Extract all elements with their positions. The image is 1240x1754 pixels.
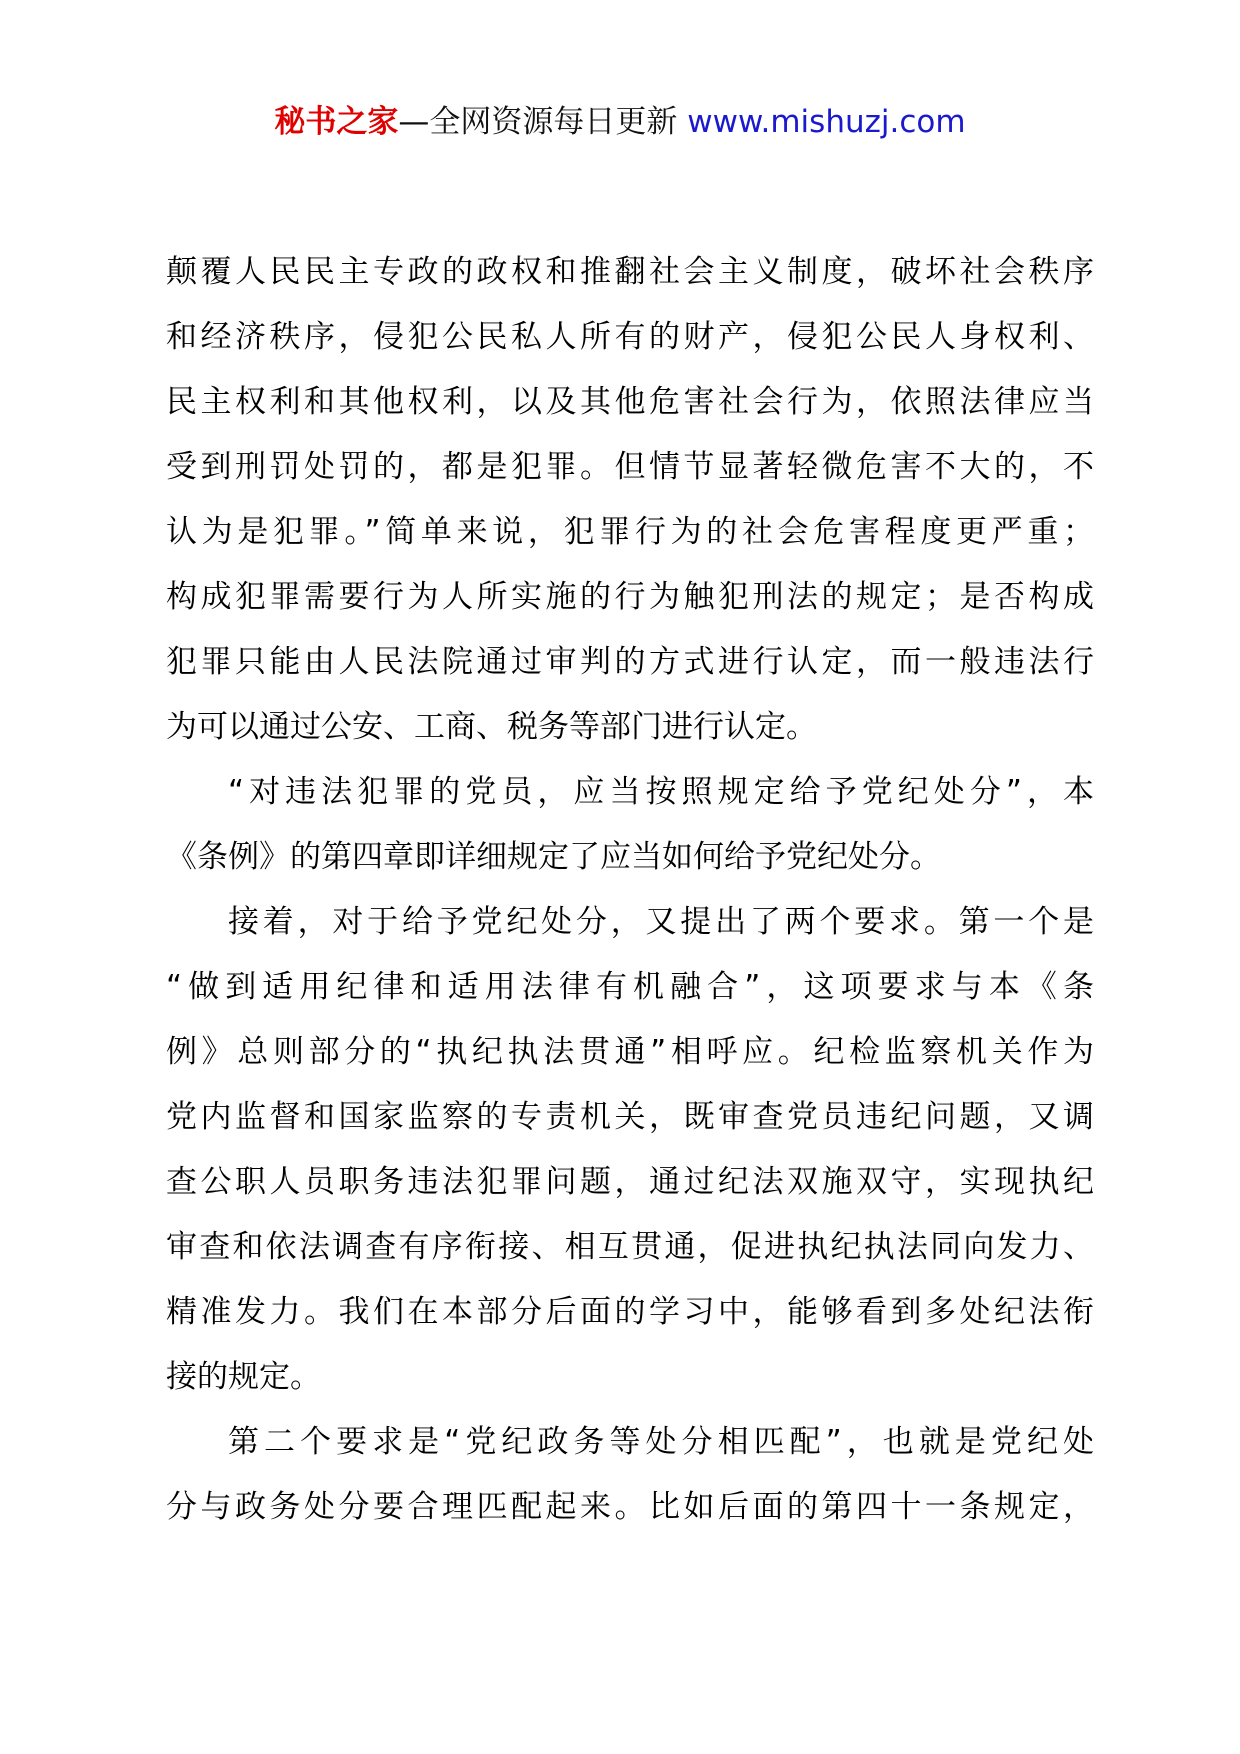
text-line: 接的规定。 bbox=[166, 1359, 321, 1395]
text-line: 精准发力。我们在本部分后面的学习中，能够看到多处纪法衔 bbox=[166, 1294, 1094, 1330]
text-line: 犯罪只能由人民法院通过审判的方式进行认定，而一般违法行 bbox=[166, 644, 1094, 680]
text-line: 第二个要求是“党纪政务等处分相匹配”，也就是党纪处 bbox=[228, 1424, 1094, 1460]
text-line: 为可以通过公安、工商、税务等部门进行认定。 bbox=[166, 709, 817, 745]
website-link[interactable]: www.mishuzj.com bbox=[687, 104, 966, 140]
text-line: 接着，对于给予党纪处分，又提出了两个要求。第一个是 bbox=[228, 904, 1094, 940]
text-line: 《条例》的第四章即详细规定了应当如何给予党纪处分。 bbox=[166, 839, 941, 875]
page-header bbox=[0, 100, 1240, 144]
text-line: “做到适用纪律和适用法律有机融合”，这项要求与本《条 bbox=[166, 969, 1094, 1005]
paragraph-2 bbox=[166, 760, 1094, 890]
paragraph-4 bbox=[166, 1410, 1094, 1540]
text-line: 颠覆人民民主专政的政权和推翻社会主义制度，破坏社会秩序 bbox=[166, 254, 1094, 290]
text-line: 党内监督和国家监察的专责机关，既审查党员违纪问题，又调 bbox=[166, 1099, 1094, 1135]
brand-name: 秘书之家 bbox=[274, 104, 399, 140]
text-line: 受到刑罚处罚的，都是犯罪。但情节显著轻微危害不大的，不 bbox=[166, 449, 1094, 485]
text-line: 构成犯罪需要行为人所实施的行为触犯刑法的规定；是否构成 bbox=[166, 579, 1094, 615]
text-line: 例》总则部分的“执纪执法贯通”相呼应。纪检监察机关作为 bbox=[166, 1034, 1094, 1070]
text-line: 民主权利和其他权利，以及其他危害社会行为，依照法律应当 bbox=[166, 384, 1094, 420]
text-line: 认为是犯罪。”简单来说，犯罪行为的社会危害程度更严重； bbox=[166, 514, 1094, 550]
text-line: “对违法犯罪的党员，应当按照规定给予党纪处分”，本 bbox=[228, 774, 1094, 810]
header-tagline: —全网资源每日更新 bbox=[398, 104, 678, 140]
paragraph-1 bbox=[166, 240, 1094, 760]
paragraph-3 bbox=[166, 890, 1094, 1410]
body-text bbox=[166, 240, 1094, 1540]
text-line: 和经济秩序，侵犯公民私人所有的财产，侵犯公民人身权利、 bbox=[166, 319, 1094, 355]
text-line: 审查和依法调查有序衔接、相互贯通，促进执纪执法同向发力、 bbox=[166, 1229, 1094, 1265]
text-line: 查公职人员职务违法犯罪问题，通过纪法双施双守，实现执纪 bbox=[166, 1164, 1094, 1200]
text-line: 分与政务处分要合理匹配起来。比如后面的第四十一条规定， bbox=[166, 1489, 1094, 1525]
